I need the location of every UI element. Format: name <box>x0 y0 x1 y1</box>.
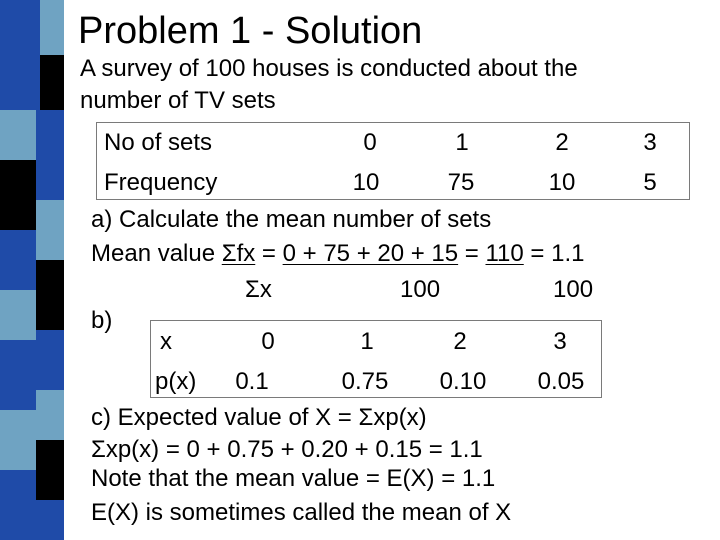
mean-value-formula <box>91 242 584 266</box>
side-block <box>0 160 36 230</box>
table1-cell: 2 <box>555 129 569 156</box>
formula-total: 110 <box>485 240 524 267</box>
table2-cell: 0.10 <box>439 368 487 395</box>
side-block <box>0 230 36 290</box>
denominator-1: 100 <box>400 276 441 303</box>
side-block <box>36 110 64 200</box>
table1-row1-label: No of sets <box>104 129 213 156</box>
part-b-label: b) <box>91 307 113 334</box>
part-a-heading: a) Calculate the mean number of sets <box>91 206 492 233</box>
table2-row2-label: p(x) <box>155 368 197 395</box>
table1-cell: 5 <box>643 169 657 196</box>
side-block <box>36 390 64 440</box>
intro-line-1: A survey of 100 houses is conducted about the <box>80 55 578 82</box>
part-c-line-1: c) Expected value of X = Σxp(x) <box>91 404 427 431</box>
table1-cell: 10 <box>548 169 576 196</box>
formula-numerator: 0 + 75 + 20 + 15 <box>282 240 459 267</box>
side-block <box>36 200 64 260</box>
table2-cell: 0 <box>261 328 275 355</box>
side-block <box>0 340 36 410</box>
side-block <box>40 55 64 110</box>
table2-cell: 0.75 <box>341 368 389 395</box>
table2-cell: 1 <box>360 328 374 355</box>
table1-cell: 10 <box>352 169 380 196</box>
part-c-line-3: Note that the mean value = E(X) = 1.1 <box>91 465 496 492</box>
part-c-line-4: E(X) is sometimes called the mean of X <box>91 499 512 526</box>
table1-cell: 75 <box>447 169 475 196</box>
table2-row1-label: x <box>160 328 172 355</box>
side-block <box>36 500 64 540</box>
formula-prefix: Mean value <box>91 240 222 267</box>
table1-cell: 3 <box>643 129 657 156</box>
denominator-sigma-x: Σx <box>245 276 272 303</box>
formula-eq: = <box>255 240 283 267</box>
side-block <box>0 110 36 160</box>
side-block <box>36 330 64 390</box>
side-block <box>36 440 64 500</box>
table1-row2-label: Frequency <box>104 169 218 196</box>
side-block <box>36 260 64 330</box>
formula-eq: = <box>458 240 486 267</box>
table2-cell: 3 <box>553 328 567 355</box>
sum-fx: Σfx <box>221 240 256 267</box>
side-block <box>0 470 36 540</box>
intro-line-2: number of TV sets <box>80 87 276 114</box>
part-c-line-2: Σxp(x) = 0 + 0.75 + 0.20 + 0.15 = 1.1 <box>91 436 483 463</box>
decorative-side-bar <box>0 0 64 540</box>
side-block <box>40 0 64 55</box>
denominator-2: 100 <box>553 276 594 303</box>
side-block <box>0 290 36 340</box>
table1-cell: 1 <box>455 129 469 156</box>
page-title: Problem 1 - Solution <box>78 10 423 52</box>
formula-result: = 1.1 <box>523 240 585 267</box>
side-block <box>0 0 40 110</box>
table2-cell: 2 <box>453 328 467 355</box>
table1-cell: 0 <box>363 129 377 156</box>
side-block <box>0 410 36 470</box>
table2-cell: 0.05 <box>537 368 585 395</box>
table2-cell: 0.1 <box>235 368 269 395</box>
